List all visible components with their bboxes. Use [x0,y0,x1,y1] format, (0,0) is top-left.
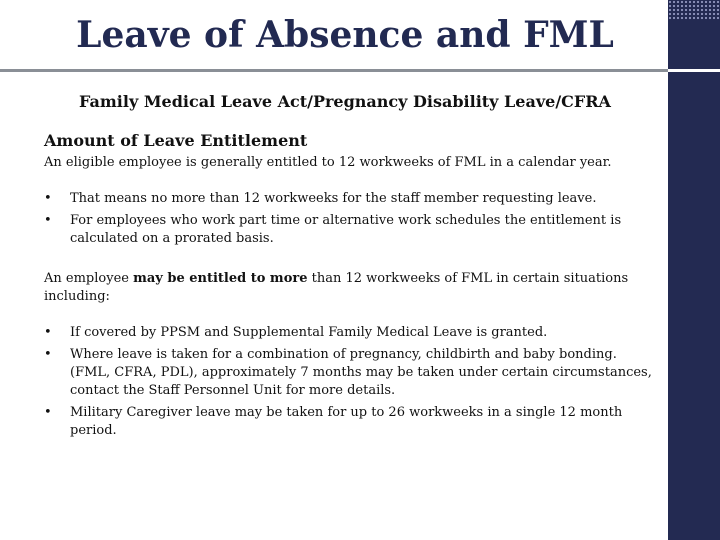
title-divider [0,69,668,72]
list-item-text: If covered by PPSM and Supplemental Family Medical Leave is granted. [70,325,548,340]
list-item-text: Where leave is taken for a combination of pregnancy, childbirth and baby bonding. (FML, CFRA, PDL), approximately 7 months may be taken under certain circumstances, contact the Staff Personnel Unit for more details. [70,347,652,398]
entitlement-paragraph: An employee may be entitled to more than 12 workweeks of FML in certain situations including: [44,271,629,304]
list-item [44,212,654,248]
bullet-icon: • [44,347,52,362]
sidebar-band [668,0,720,540]
intro-paragraph: An eligible employee is generally entitled to 12 workweeks of FML in a calendar year. [44,155,612,170]
slide-title: Leave of Absence and FML [76,14,614,56]
divider-accent [668,69,720,72]
bullet-icon: • [44,325,52,340]
bullet-list-2 [44,324,654,440]
bullet-icon: • [44,405,52,420]
bullet-icon: • [44,213,52,228]
list-item-text: That means no more than 12 workweeks for the staff member requesting leave. [70,191,597,206]
slide-body [44,132,654,444]
emphasis-text: may be entitled to more [133,271,308,286]
bullet-icon: • [44,191,52,206]
list-item [44,346,654,400]
bullet-list-1 [44,190,654,248]
list-item-text: For employees who work part time or alternative work schedules the entitlement is calculated on a prorated basis. [70,213,622,246]
slide-subtitle: Family Medical Leave Act/Pregnancy Disability Leave/CFRA [79,92,611,111]
list-item [44,190,654,208]
list-item [44,324,654,342]
list-item-text: Military Caregiver leave may be taken for up to 26 workweeks in a single 12 month period. [70,405,623,438]
list-item [44,404,654,440]
section-heading: Amount of Leave Entitlement [44,131,308,150]
